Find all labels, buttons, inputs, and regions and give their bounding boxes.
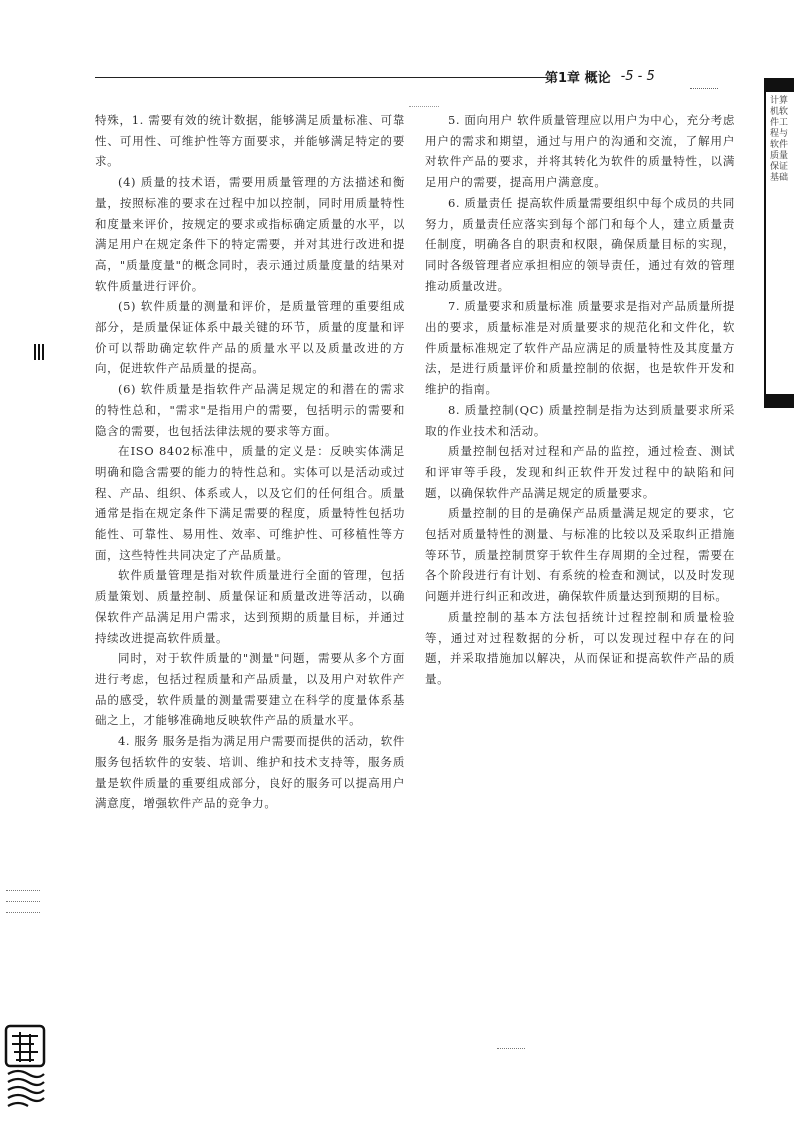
right-column-paragraph: 质量控制的基本方法包括统计过程控制和质量检验等，通过对过程数据的分析，可以发现过程中存在的问题，并采取措施加以解决，从而保证和提高软件产品的质量。 bbox=[425, 609, 735, 686]
right-column-paragraph: 6. 质量责任 提高软件质量需要组织中每个成员的共同努力，质量责任应落实到每个部门和每个人，建立质量责任制度，明确各自的职责和权限，确保质量目标的实现，同时各级管理者应承担相应的领导责任，通过有效的管理推动质量改进。 bbox=[425, 195, 735, 293]
edge-tab-bar-bottom bbox=[766, 394, 794, 408]
left-column-paragraph: 特殊，1. 需要有效的统计数据，能够满足质量标准、可靠性、可用性、可维护性等方面要求，并能够满足特定的要求。 bbox=[95, 113, 405, 169]
footer-dots bbox=[497, 1048, 525, 1049]
stamp-seal-icon bbox=[2, 1022, 48, 1112]
right-column-paragraph: 7. 质量要求和质量标准 质量要求是指对产品质量所提出的要求，质量标准是对质量要求的规范化和文件化，软件质量标准规定了软件产品应满足的质量特性及其度量方法，是进行质量评价和质量控制的依据，也是软件开发和维护的指南。 bbox=[425, 299, 735, 397]
left-column-paragraph: 在ISO 8402标准中，质量的定义是：反映实体满足明确和隐含需要的能力的特性总和。实体可以是活动或过程、产品、组织、体系或人，以及它们的任何组合。质量通常是指在规定条件下满足需要的程度，质量特性包括功能性、可靠性、易用性、效率、可维护性、可移植性等方面，这些特性共同决定了产品质量。 bbox=[95, 444, 405, 562]
left-column-paragraph: (6) 软件质量是指软件产品满足规定的和潜在的需求的特性总和，"需求"是指用户的需要，包括明示的需要和隐含的需要，也包括法律法规的要求等方面。 bbox=[95, 382, 405, 438]
right-column-paragraph: 质量控制包括对过程和产品的监控，通过检查、测试和评审等手段，发现和纠正软件开发过程中的缺陷和问题，以确保软件产品满足规定的质量要求。 bbox=[425, 444, 735, 500]
left-column-paragraph: 同时，对于软件质量的"测量"问题，需要从多个方面进行考虑，包括过程质量和产品质量，以及用户对软件产品的感受，软件质量的测量需要建立在科学的度量体系基础之上，才能够准确地反映软件产品的质量水平。 bbox=[95, 651, 405, 728]
running-head bbox=[545, 64, 745, 88]
right-column-paragraph: 质量控制的目的是确保产品质量满足规定的要求，它包括对质量特性的测量、与标准的比较以及采取纠正措施等环节，质量控制贯穿于软件生存周期的全过程，需要在各个阶段进行有计划、有系统的检查和测试，以及时发现问题并进行纠正和改进，确保软件质量达到预期的目标。 bbox=[425, 506, 735, 604]
left-column-paragraph: 软件质量管理是指对软件质量进行全面的管理，包括质量策划、质量控制、质量保证和质量改进等活动，以确保软件产品满足用户需求，达到预期的质量目标，并通过持续改进提高软件质量。 bbox=[95, 568, 405, 645]
header-rule bbox=[95, 77, 547, 78]
left-column bbox=[95, 110, 405, 1040]
chapter-edge-tab bbox=[764, 78, 794, 408]
right-column-paragraph: 8. 质量控制(QC) 质量控制是指为达到质量要求所采取的作业技术和活动。 bbox=[425, 402, 735, 438]
margin-dot-marks bbox=[6, 890, 40, 923]
chapter-title: 第1章 概论 bbox=[545, 70, 611, 86]
left-column-paragraph: (4) 质量的技术语，需要用质量管理的方法描述和衡量，按照标准的要求在过程中加以控制，同时用质量特性和度量来评价，按规定的要求或指标确定质量的水平，以满足用户在规定条件下的特定需要，并对其进行改进和提高，"质量度量"的概念同时，表示通过质量度量的结果对软件质量进行评价。 bbox=[95, 175, 405, 293]
top-dots bbox=[409, 106, 439, 107]
edge-tab-text: 计算机软件工程与软件质量保证基础 bbox=[770, 96, 789, 183]
right-column bbox=[425, 110, 735, 1040]
margin-ticks bbox=[34, 344, 48, 360]
edge-tab-bar-top bbox=[766, 78, 794, 92]
left-column-paragraph: (5) 软件质量的测量和评价，是质量管理的重要组成部分，是质量保证体系中最关键的环节，质量的度量和评价可以帮助确定软件产品的质量水平以及质量改进的方向，促进软件产品质量的提高。 bbox=[95, 299, 405, 376]
left-column-paragraph: 4. 服务 服务是指为满足用户需要而提供的活动，软件服务包括软件的安装、培训、维护和技术支持等，服务质量是软件质量的重要组成部分，良好的服务可以提高用户满意度，增强软件产品的竞争力。 bbox=[95, 734, 405, 811]
page-number: -5 - 5 bbox=[620, 68, 655, 84]
right-column-paragraph: 5. 面向用户 软件质量管理应以用户为中心，充分考虑用户的需求和期望，通过与用户的沟通和交流，了解用户对软件产品的要求，并将其转化为软件的质量特性，以满足用户的需要，提高用户满意度。 bbox=[425, 113, 735, 190]
header-dots bbox=[690, 88, 718, 89]
